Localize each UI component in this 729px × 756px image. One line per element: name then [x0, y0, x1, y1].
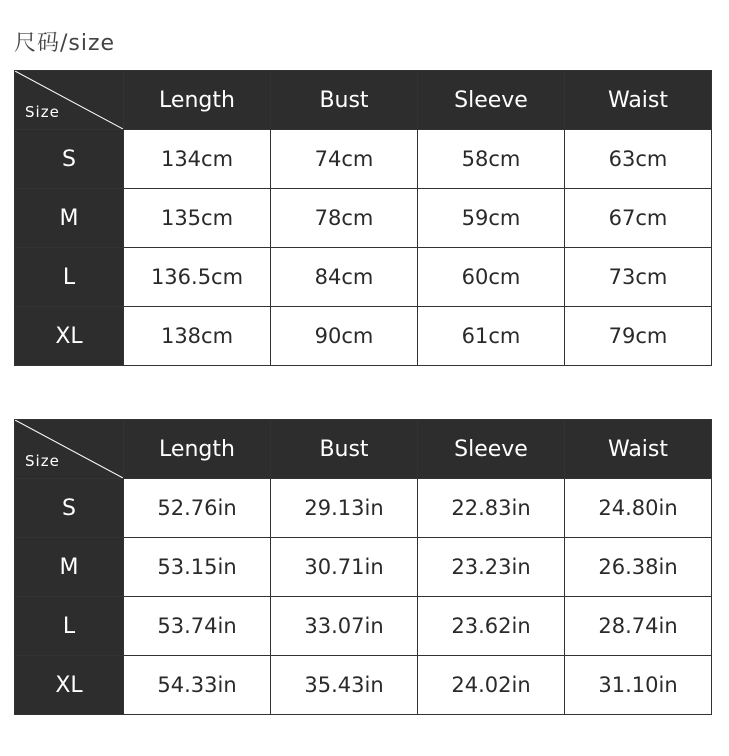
bust-cell: 84cm [271, 248, 418, 307]
corner-label: Size [25, 452, 60, 470]
sleeve-cell: 22.83in [418, 479, 565, 538]
column-header-sleeve: Sleeve [418, 420, 565, 479]
sleeve-cell: 23.23in [418, 538, 565, 597]
length-cell: 138cm [124, 307, 271, 366]
waist-cell: 26.38in [565, 538, 712, 597]
page-heading: 尺码/size [14, 31, 116, 56]
waist-cell: 24.80in [565, 479, 712, 538]
corner-cell [15, 420, 124, 479]
waist-cell: 67cm [565, 189, 712, 248]
length-cell: 135cm [124, 189, 271, 248]
sleeve-cell: 23.62in [418, 597, 565, 656]
bust-cell: 35.43in [271, 656, 418, 715]
bust-cell: 29.13in [271, 479, 418, 538]
waist-cell: 79cm [565, 307, 712, 366]
column-header-length: Length [124, 71, 271, 130]
table-row [15, 248, 712, 307]
length-cell: 53.15in [124, 538, 271, 597]
table-row [15, 189, 712, 248]
bust-cell: 33.07in [271, 597, 418, 656]
length-cell: 136.5cm [124, 248, 271, 307]
size-label: XL [15, 656, 124, 715]
column-header-waist: Waist [565, 71, 712, 130]
table-row [15, 656, 712, 715]
sleeve-cell: 58cm [418, 130, 565, 189]
size-label: L [15, 248, 124, 307]
table-row [15, 597, 712, 656]
corner-cell [15, 71, 124, 130]
size-label: XL [15, 307, 124, 366]
waist-cell: 73cm [565, 248, 712, 307]
size-label: M [15, 189, 124, 248]
size-label: M [15, 538, 124, 597]
column-header-waist: Waist [565, 420, 712, 479]
length-cell: 52.76in [124, 479, 271, 538]
table-row [15, 307, 712, 366]
size-label: L [15, 597, 124, 656]
length-cell: 54.33in [124, 656, 271, 715]
table-row [15, 479, 712, 538]
header-row [15, 420, 712, 479]
waist-cell: 31.10in [565, 656, 712, 715]
length-cell: 53.74in [124, 597, 271, 656]
size-label: S [15, 479, 124, 538]
header-row [15, 71, 712, 130]
bust-cell: 78cm [271, 189, 418, 248]
sleeve-cell: 59cm [418, 189, 565, 248]
sleeve-cell: 60cm [418, 248, 565, 307]
size-table-in [14, 419, 712, 715]
waist-cell: 63cm [565, 130, 712, 189]
bust-cell: 74cm [271, 130, 418, 189]
column-header-length: Length [124, 420, 271, 479]
bust-cell: 90cm [271, 307, 418, 366]
length-cell: 134cm [124, 130, 271, 189]
table-row [15, 538, 712, 597]
size-table-cm [14, 70, 712, 366]
column-header-sleeve: Sleeve [418, 71, 565, 130]
waist-cell: 28.74in [565, 597, 712, 656]
table-row [15, 130, 712, 189]
sleeve-cell: 24.02in [418, 656, 565, 715]
column-header-bust: Bust [271, 71, 418, 130]
sleeve-cell: 61cm [418, 307, 565, 366]
bust-cell: 30.71in [271, 538, 418, 597]
corner-label: Size [25, 103, 60, 121]
size-label: S [15, 130, 124, 189]
column-header-bust: Bust [271, 420, 418, 479]
